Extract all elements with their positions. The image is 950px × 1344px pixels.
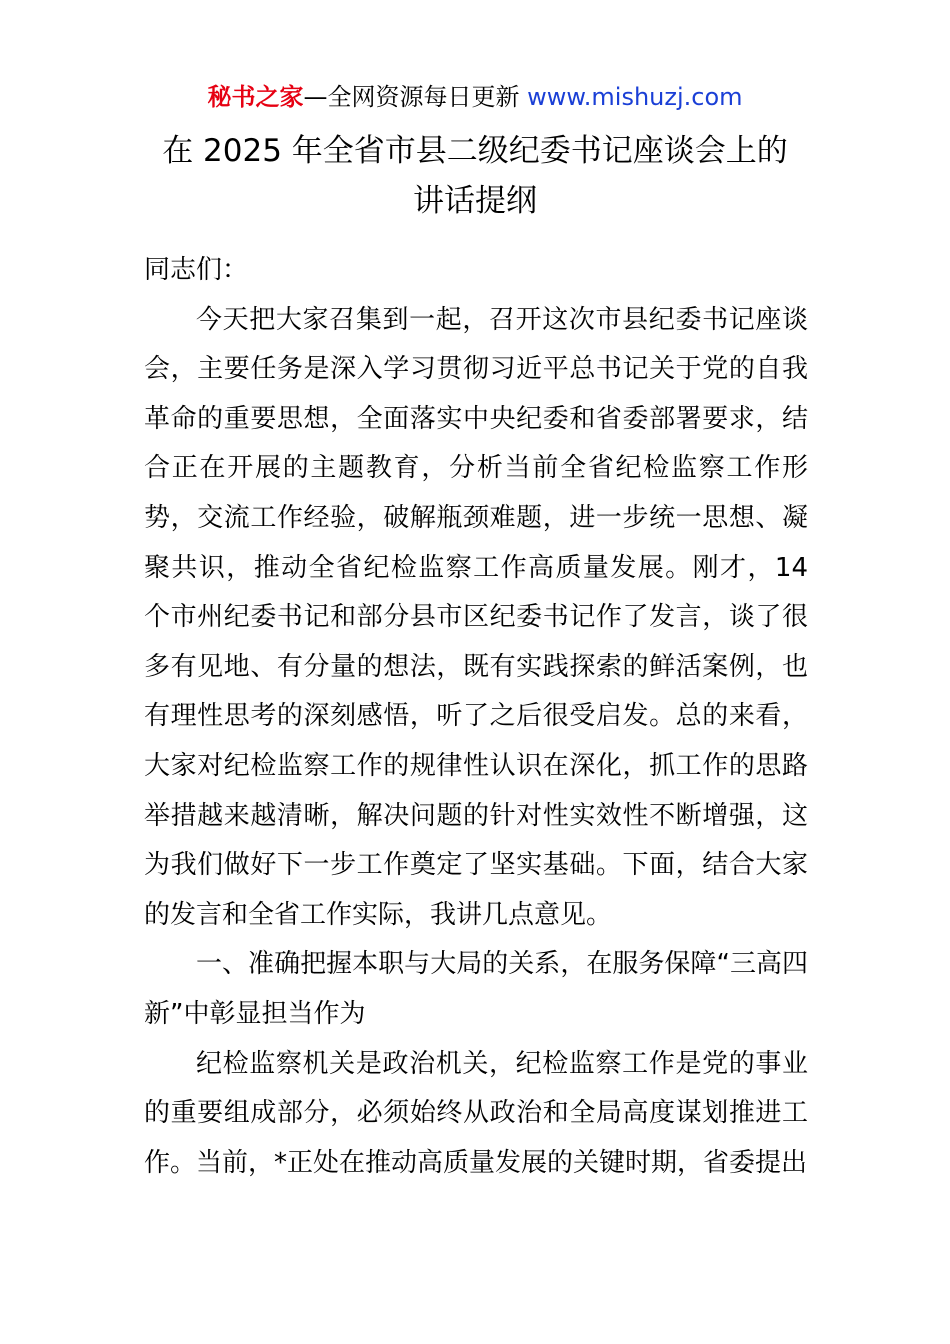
title-line-1: 在 2025 年全省市县二级纪委书记座谈会上的 (162, 133, 788, 169)
section-heading-1: 一、准确把握本职与大局的关系，在服务保障“三高四新”中彰显担当作为 (144, 949, 808, 1029)
site-banner (0, 80, 950, 114)
title-line-2: 讲话提纲 (413, 183, 537, 219)
document-title (0, 126, 950, 226)
site-brand: 秘书之家 (207, 83, 304, 111)
site-url-link[interactable]: www.mishuzj.com (527, 83, 743, 111)
salutation: 同志们： (144, 255, 249, 285)
paragraph-intro: 今天把大家召集到一起，召开这次市县纪委书记座谈会，主要任务是深入学习贯彻习近平总书记关于党的自我革命的重要思想，全面落实中央纪委和省委部署要求，结合正在开展的主题教育，分析当前全省纪检监察工作形势，交流工作经验，破解瓶颈难题，进一步统一思想、凝聚共识，推动全省纪检监察工作高质量发展。刚才，14 个市州纪委书记和部分县市区纪委书记作了发言，谈了很多有见地、有分量的想法，既有实践探索的鲜活案例，也有理性思考的深刻感悟，听了之后很受启发。总的来看，大家对纪检监察工作的规律性认识在深化，抓工作的思路举措越来越清晰，解决问题的针对性实效性不断增强，这为我们做好下一步工作奠定了坚实基础。下面，结合大家的发言和全省工作实际，我讲几点意见。 (144, 304, 808, 930)
paragraph-section-1: 纪检监察机关是政治机关，纪检监察工作是党的事业的重要组成部分，必须始终从政治和全局高度谋划推进工作。当前，*正处在推动高质量发展的关键时期，省委提出 (144, 1048, 808, 1178)
site-tagline: —全网资源每日更新 (303, 83, 520, 111)
document-body (144, 246, 808, 1188)
